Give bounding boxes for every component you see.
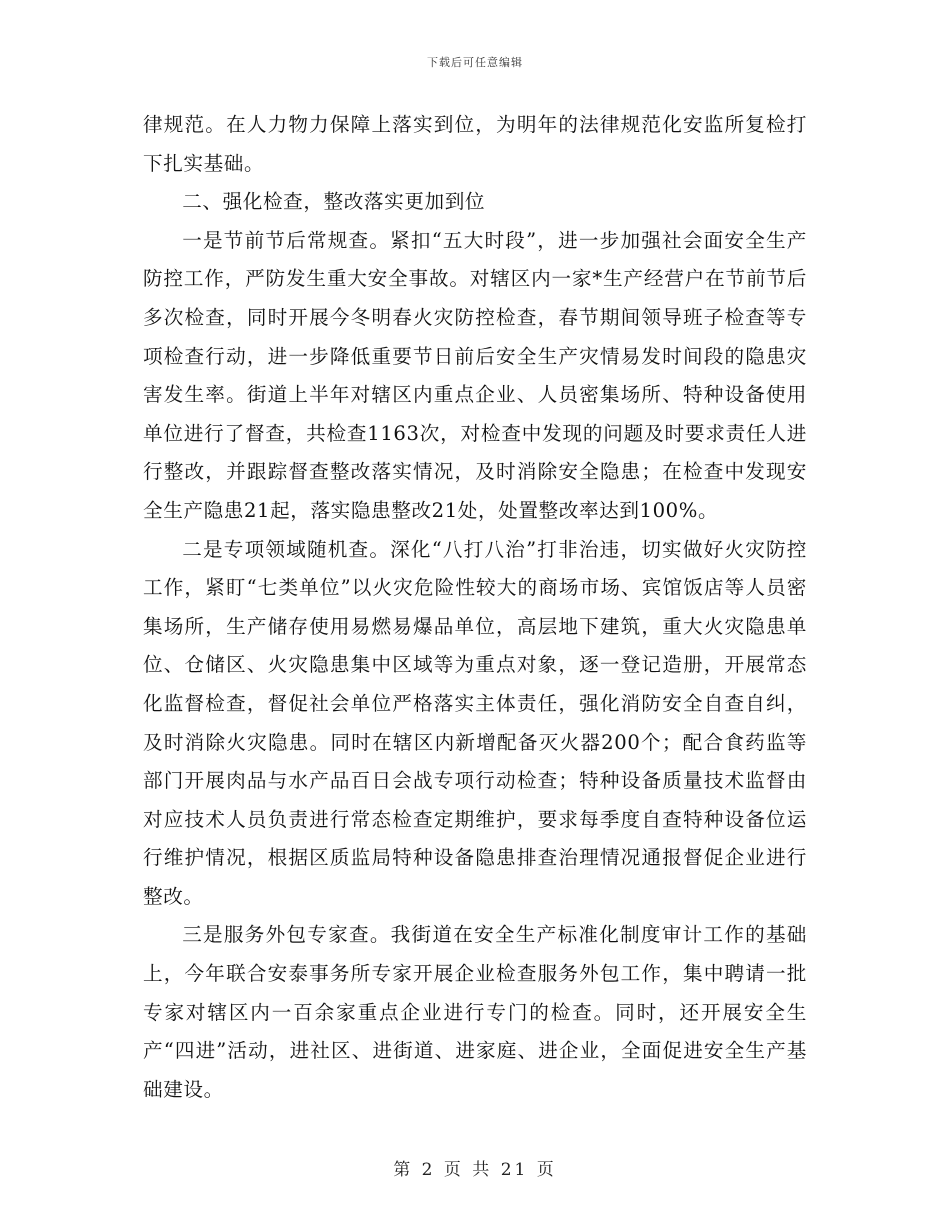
- paragraph-routine-inspection: 一是节前节后常规查。紧扣“五大时段”，进一步加强社会面安全生产防控工作，严防发生重大安全事故。对辖区内一家*生产经营户在节前节后多次检查，同时开展今冬明春火灾防控检查，春节期间领导班子检查等专项检查行动，进一步降低重要节日前后安全生产灾情易发时间段的隐患灾害发生率。街道上半年对辖区内重点企业、人员密集场所、特种设备使用单位进行了督查，共检查1163次，对检查中发现的问题及时要求责任人进行整改，并跟踪督查整改落实情况，及时消除安全隐患；在检查中发现安全生产隐患21起，落实隐患整改21处，处置整改率达到100%。: [143, 228, 807, 522]
- paragraph-expert-inspection: 三是服务外包专家查。我街道在安全生产标准化制度审计工作的基础上，今年联合安泰事务所专家开展企业检查服务外包工作，集中聘请一批专家对辖区内一百余家重点企业进行专门的检查。同时，还开展安全生产“四进”活动，进社区、进街道、进家庭、进企业，全面促进安全生产基础建设。: [143, 923, 807, 1101]
- paragraph-continuation: 律规范。在人力物力保障上落实到位，为明年的法律规范化安监所复检打下扎实基础。: [143, 113, 807, 175]
- section-heading: 二、强化检查，整改落实更加到位: [182, 190, 486, 214]
- page-header: 下载后可任意编辑: [427, 56, 523, 69]
- page-number: 第 2 页 共 21 页: [393, 1160, 557, 1180]
- body-text: [143, 106, 807, 1109]
- paragraph-special-inspection: 二是专项领域随机查。深化“八打八治”打非治违，切实做好火灾防控工作，紧盯“七类单位”以火灾危险性较大的商场市场、宾馆饭店等人员密集场所，生产储存使用易燃易爆品单位，高层地下建筑，重大火灾隐患单位、仓储区、火灾隐患集中区域等为重点对象，逐一登记造册，开展常态化监督检查，督促社会单位严格落实主体责任，强化消防安全自查自纠，及时消除火灾隐患。同时在辖区内新增配备灭火器200个；配合食药监等部门开展肉品与水产品百日会战专项行动检查；特种设备质量技术监督由对应技术人员负责进行常态检查定期维护，要求每季度自查特种设备位运行维护情况，根据区质监局特种设备隐患排查治理情况通报督促企业进行整改。: [143, 537, 807, 908]
